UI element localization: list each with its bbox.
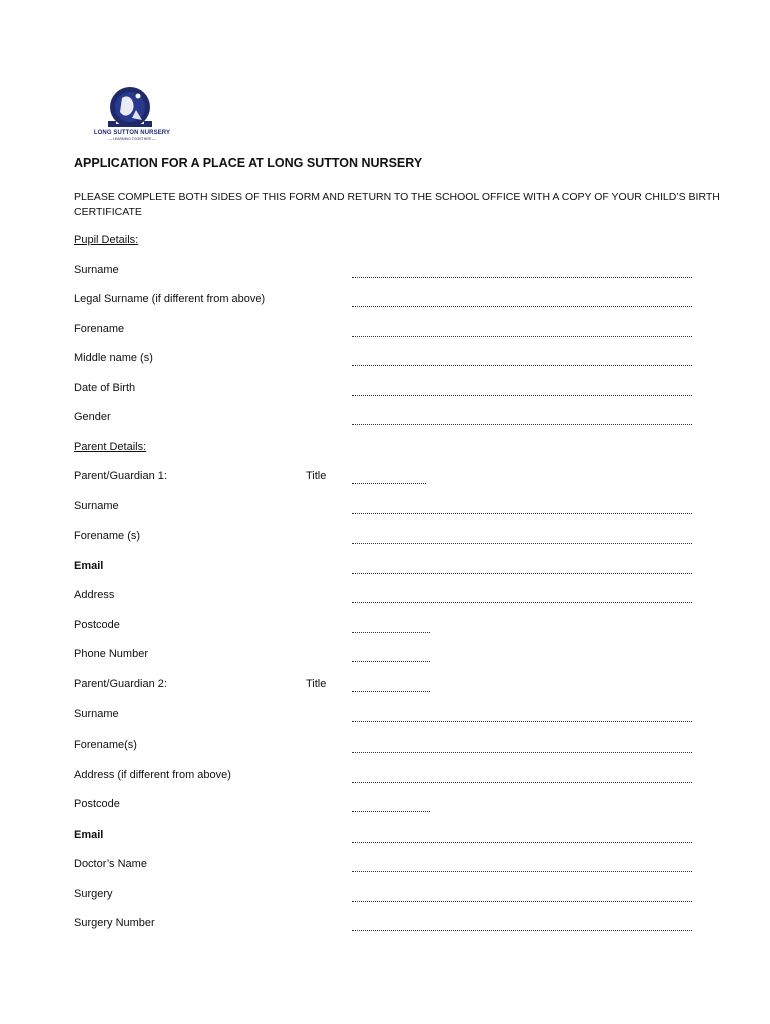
pupil-middle-name-row [0,352,770,368]
field-label: Postcode [74,798,120,810]
logo-name: LONG SUTTON NURSERY [93,130,171,136]
parent1-address-field[interactable] [352,594,692,603]
parent1-title-row [0,470,770,486]
surgery-number-row [0,917,770,933]
field-label: Middle name (s) [74,352,153,364]
parent1-surname-field[interactable] [352,505,692,514]
logo-tagline: — LEARNING TOGETHER — [108,137,156,141]
pupil-dob-field[interactable] [352,387,692,396]
parent2-email-row [0,829,770,845]
pupil-legal-surname-row [0,293,770,309]
field-label: Phone Number [74,648,148,660]
parent2-address-row [0,769,770,785]
field-label: Forename(s) [74,739,137,751]
surgery-row [0,888,770,904]
field-label: Surgery Number [74,917,155,929]
parent1-forename-row [0,530,770,546]
pupil-surname-field[interactable] [352,269,692,278]
form-instructions: PLEASE COMPLETE BOTH SIDES OF THIS FORM AND RETURN TO THE SCHOOL OFFICE WITH A COPY OF YOUR CHILD’S BIRTH CERTIFICATE [74,191,720,218]
pupil-forename-field[interactable] [352,328,692,337]
pupil-details-heading: Pupil Details: [74,234,139,246]
nursery-logo [92,86,172,142]
field-label: Surname [74,264,119,276]
parent2-email-field[interactable] [352,834,692,843]
surgery-field[interactable] [352,893,692,902]
field-label: Address [74,589,115,601]
page-title: APPLICATION FOR A PLACE AT LONG SUTTON NURSERY [74,156,423,170]
parent2-title-row [0,678,770,694]
parent1-title-field[interactable] [352,475,426,484]
parent1-heading: Parent/Guardian 1: [74,470,167,482]
parent2-postcode-field[interactable] [352,803,430,812]
field-label: Surgery [74,888,113,900]
pupil-forename-row [0,323,770,339]
parent-details-heading: Parent Details: [74,441,147,453]
parent1-email-row [0,560,770,576]
pupil-dob-row [0,382,770,398]
field-label: Postcode [74,619,120,631]
surgery-number-field[interactable] [352,922,692,931]
globe-emblem-icon [92,86,172,130]
parent1-email-field[interactable] [352,565,692,574]
parent2-postcode-row [0,798,770,814]
field-label: Gender [74,411,111,423]
field-label: Surname [74,708,119,720]
field-label: Legal Surname (if different from above) [74,293,266,305]
field-label: Address (if different from above) [74,769,231,781]
parent2-surname-field[interactable] [352,713,692,722]
field-label: Doctor’s Name [74,858,147,870]
parent1-forename-field[interactable] [352,535,692,544]
field-label: Email [74,829,104,841]
doctor-name-row [0,858,770,874]
parent1-postcode-field[interactable] [352,624,430,633]
parent1-address-row [0,589,770,605]
doctor-name-field[interactable] [352,863,692,872]
pupil-gender-row [0,411,770,427]
pupil-gender-field[interactable] [352,416,692,425]
field-label: Surname [74,500,119,512]
pupil-legal-surname-field[interactable] [352,298,692,307]
field-label: Forename [74,323,125,335]
parent2-surname-row [0,708,770,724]
parent1-phone-field[interactable] [352,653,430,662]
parent1-postcode-row [0,619,770,635]
pupil-surname-row [0,264,770,280]
field-label: Email [74,560,104,572]
parent2-heading: Parent/Guardian 2: [74,678,167,690]
field-label: Date of Birth [74,382,136,394]
parent2-address-field[interactable] [352,774,692,783]
pupil-middle-name-field[interactable] [352,357,692,366]
parent1-phone-row [0,648,770,664]
title-label: Title [306,678,327,690]
title-label: Title [306,470,327,482]
parent1-surname-row [0,500,770,516]
parent2-forename-field[interactable] [352,744,692,753]
field-label: Forename (s) [74,530,141,542]
parent2-forename-row [0,739,770,755]
parent2-title-field[interactable] [352,683,430,692]
